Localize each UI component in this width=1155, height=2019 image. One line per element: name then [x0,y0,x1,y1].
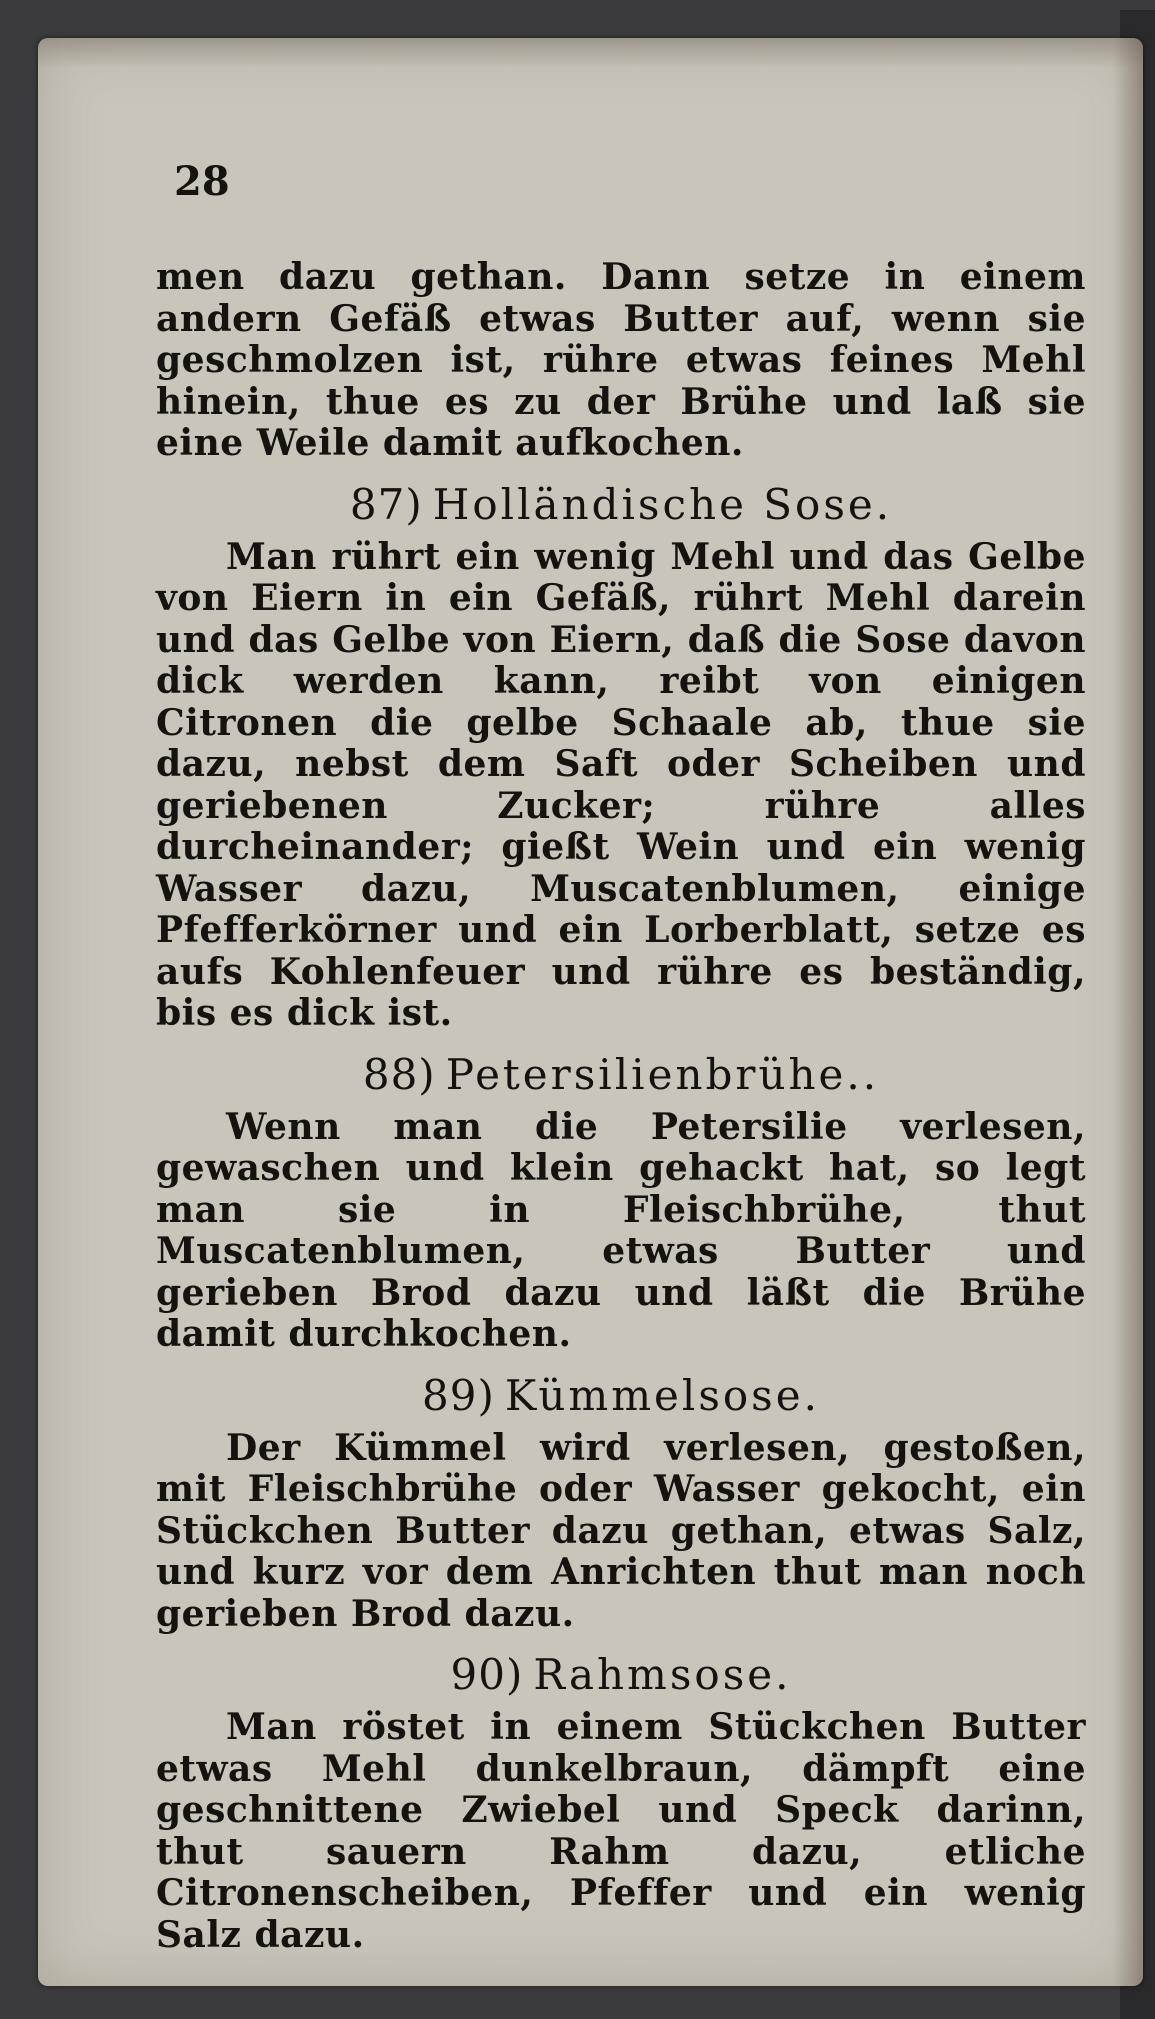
recipe-87 [156,479,1086,1035]
recipe-text: Man röstet in einem Stückchen Butter etwas Mehl dunkelbraun, dämpft eine geschnittene Zwiebel und Speck darinn, thut sauern Rahm dazu, etliche Citronenscheiben, Pfeffer und ein wenig Salz dazu. [156,1706,1086,1956]
page-spine-shadow [1113,38,1143,1986]
recipe-title: Kümmelsose. [504,1370,820,1420]
intro-paragraph: men dazu gethan. Dann setze in einem andern Gefäß etwas Butter auf, wenn sie geschmolzen ist, rühre etwas feines Mehl hinein, thue es zu der Brühe und laß sie eine Weile damit aufkochen. [156,256,1086,464]
page-shadow-top [38,38,1143,68]
page-content [156,158,1086,1956]
recipe-88 [156,1049,1086,1356]
recipe-number: 87) [349,479,423,529]
recipe-heading [156,1649,1086,1701]
recipe-90 [156,1649,1086,1956]
recipe-number: 89) [422,1370,495,1420]
recipe-title: Petersilienbrühe.. [445,1049,880,1099]
recipe-text: Wenn man die Petersilie verlesen, gewaschen und klein gehackt hat, so legt man sie in Fleischbrühe, thut Muscatenblumen, etwas Butter und gerieben Brod dazu und läßt die Brühe damit durchkochen. [156,1105,1086,1355]
recipe-89 [156,1370,1086,1636]
recipe-number: 90) [450,1650,524,1699]
recipe-text: Der Kümmel wird verlesen, gestoßen, mit Fleischbrühe oder Wasser gekocht, ein Stückchen Butter dazu gethan, etwas Salz, und kurz vor dem Anrichten thut man noch gerieben Brod dazu. [156,1426,1086,1635]
recipe-title: Rahmsose. [533,1650,792,1699]
book-page [38,38,1143,1986]
recipe-text: Man rührt ein wenig Mehl und das Gelbe von Eiern in ein Gefäß, rührt Mehl darein und das Gelbe von Eiern, daß die Sose davon dick werden kann, reibt von einigen Citronen die gelbe Schaale ab, thue sie dazu, nebst dem Saft oder Scheiben und geriebenen Zucker; rühre alles durcheinander; gießt Wein und ein wenig Wasser dazu, Muscatenblumen, einige Pfefferkörner und ein Lorberblatt, setze es aufs Kohlenfeuer und rühre es beständig, bis es dick ist. [156,535,1086,1034]
recipe-heading [156,1370,1086,1422]
recipe-heading [156,479,1086,531]
recipe-number: 88) [362,1049,436,1099]
page-number: 28 [174,158,230,205]
recipe-title: Holländische Sose. [432,479,893,529]
recipe-heading [156,1049,1086,1101]
